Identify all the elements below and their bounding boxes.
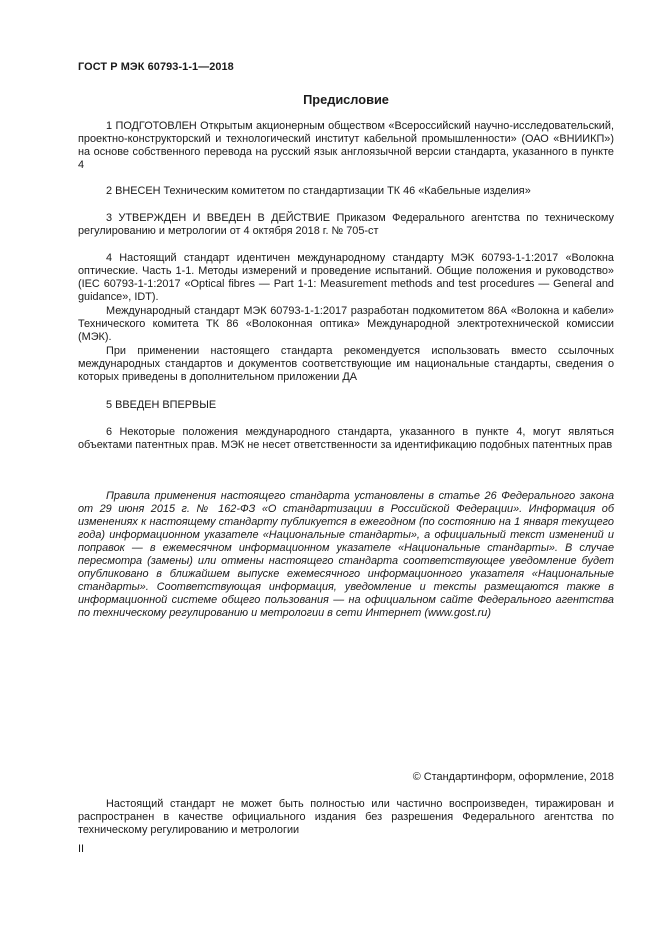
paragraph-4-identical: 4 Настоящий стандарт идентичен международному стандарту МЭК 60793-1-1:2017 «Волокна оптические. Часть 1-1. Методы измерений и проведение испытаний. Общие положения и руководство» (IEC 60793-1-1:2017 «Optical fibres — Part 1-1: Measurement methods and test procedures — General and guidance», IDT). <box>78 252 614 303</box>
reproduction-notice: Настоящий стандарт не может быть полностью или частично воспроизведен, тиражирован и распространен в качестве официального издания без разрешения Федерального агентства по техническому регулированию и метрологии <box>78 798 614 836</box>
paragraph-4-developed: Международный стандарт МЭК 60793-1-1:2017 разработан подкомитетом 86А «Волокна и кабели» Технического комитета ТК 86 «Волоконная оптика» Международной электротехнической комиссии (МЭК). <box>78 305 614 343</box>
page-title: Предисловие <box>303 92 389 107</box>
paragraph-4-application: При применении настоящего стандарта рекомендуется использовать вместо ссылочных международных стандартов и документов соответствующие им национальные стандарты, сведения о которых приведены в дополнительном приложении ДА <box>78 345 614 383</box>
page-number: II <box>78 843 85 855</box>
paragraph-6-patents: 6 Некоторые положения международного стандарта, указанного в пункте 4, могут являться объектами патентных прав. МЭК не несет ответственности за идентификацию подобных патентных прав <box>78 426 614 451</box>
document-code: ГОСТ Р МЭК 60793-1-1—2018 <box>78 61 234 73</box>
paragraph-5-introduced: 5 ВВЕДЕН ВПЕРВЫЕ <box>106 399 217 411</box>
paragraph-2-submitted: 2 ВНЕСЕН Техническим комитетом по стандартизации ТК 46 «Кабельные изделия» <box>106 185 531 197</box>
copyright-line: © Стандартинформ, оформление, 2018 <box>412 771 614 783</box>
paragraph-3-approved: 3 УТВЕРЖДЕН И ВВЕДЕН В ДЕЙСТВИЕ Приказом Федерального агентства по техническому регулированию и метрологии от 4 октября 2018 г. № 705-ст <box>78 212 614 237</box>
paragraph-1-prepared: 1 ПОДГОТОВЛЕН Открытым акционерным обществом «Всероссийский научно-исследовательский, проектно-конструкторский и технологический институт кабельной промышленности» (ОАО «ВНИИКП») на основе собственного перевода на русский язык англоязычной версии стандарта, указанного в пункте 4 <box>78 120 614 171</box>
application-rules-notice: Правила применения настоящего стандарта установлены в статье 26 Федерального закона от 29 июня 2015 г. № 162-ФЗ «О стандартизации в Российской Федерации». Информация об изменениях к настоящему стандарту публикуется в ежегодном (по состоянию на 1 января текущего года) информационном указателе «Национальные стандарты», а официальный текст изменений и поправок — в ежемесячном информационном указателе «Национальные стандарты». В случае пересмотра (замены) или отмены настоящего стандарта соответствующее уведомление будет опубликовано в ближайшем выпуске ежемесячного информационного указателя «Национальные стандарты». Соответствующая информация, уведомление и тексты размещаются также в информационной системе общего пользования — на официальном сайте Федерального агентства по техническому регулированию и метрологии в сети Интернет (www.gost.ru) <box>78 490 614 619</box>
